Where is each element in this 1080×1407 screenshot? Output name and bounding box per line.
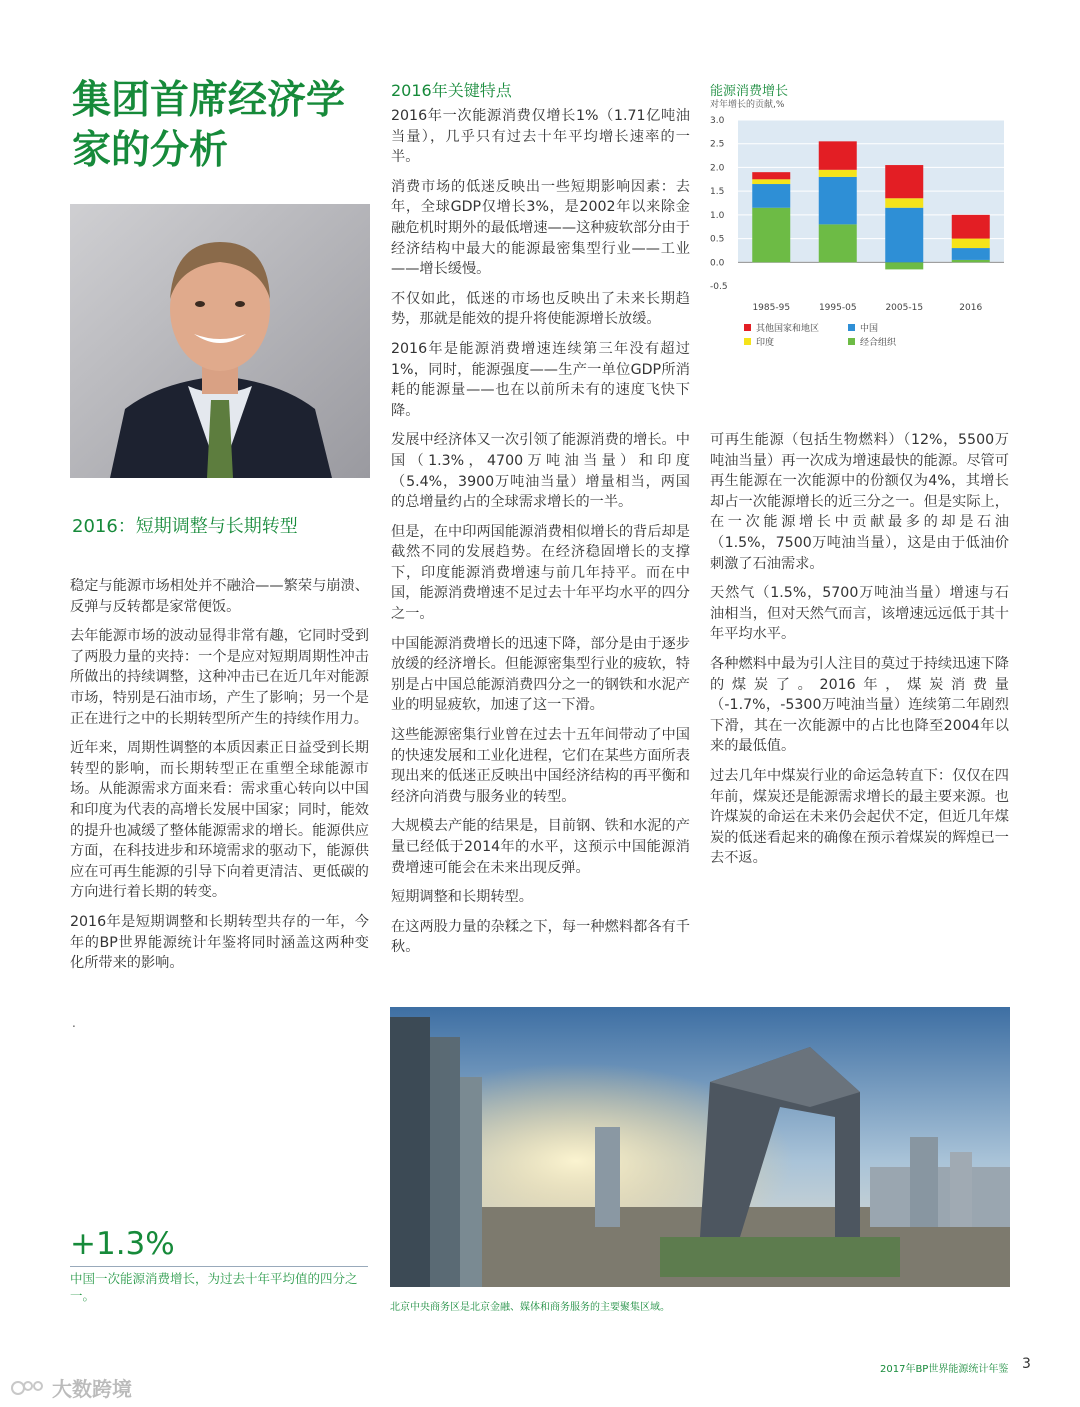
footer-title: 2017年BP世界能源统计年鉴 (880, 1364, 1009, 1375)
stat-description: 中国一次能源消费增长，为过去十年平均值的四分之一。 (70, 1271, 358, 1303)
chart-ytick-label: 1.0 (710, 210, 725, 221)
chart-legend-swatch (848, 324, 855, 331)
mid-paragraph: 这些能源密集行业曾在过去十五年间带动了中国的快速发展和工业化进程，它们在某些方面所表现出来的低迷正反映出中国经济结构的再平衡和经济向消费与服务业的转型。 (391, 727, 690, 805)
chart-bar-segment (952, 215, 990, 239)
chart-bar-segment (752, 184, 790, 208)
chart-ytick-label: 2.5 (710, 139, 725, 150)
mid-paragraph: 不仅如此，低迷的市场也反映出了未来长期趋势，那就是能效的提升将使能源增长放缓。 (391, 290, 690, 328)
chart-bar-segment (752, 179, 790, 184)
mid-paragraph: 2016年一次能源消费仅增长1%（1.71亿吨油当量），几乎只有过去十年平均增长速率的一半。 (391, 108, 690, 166)
left-paragraph: 去年能源市场的波动显得非常有趣，它同时受到了两股力量的夹持：一个是应对短期周期性冲击所做出的持续调整，这种冲击已在近几年对能源市场，特别是石油市场，产生了影响；另一个是正在进行之中的长期转型所产生的持续作用力。 (70, 628, 369, 727)
left-column (70, 576, 369, 983)
chart-title: 能源消费增长 (710, 84, 789, 99)
chart-legend-label: 印度 (756, 338, 775, 348)
chart-bar-segment (885, 208, 923, 263)
mid-paragraph: 中国能源消费增长的迅速下降，部分是由于逐步放缓的经济增长。但能源密集型行业的疲软，特别是占中国总能源消费四分之一的钢铁和水泥产业的明显疲软，加速了这一下滑。 (391, 635, 690, 714)
photo-caption: 北京中央商务区是北京金融、媒体和商务服务的主要聚集区域。 (390, 1302, 670, 1313)
chart-bar-segment (885, 198, 923, 207)
chart-legend-swatch (744, 324, 751, 331)
beijing-cbd-photo (390, 1007, 1010, 1287)
chart-legend-label: 中国 (860, 324, 879, 334)
stat-divider (70, 1266, 368, 1267)
mid-paragraph: 发展中经济体又一次引领了能源消费的增长。中国（1.3%，4700万吨油当量）和印度（5.4%，3900万吨油当量）增量相当，两国的总增量约占的全球需求增长的一半。 (391, 432, 690, 511)
chart-legend-swatch (744, 338, 751, 345)
stat-value: +1.3% (70, 1226, 175, 1262)
left-paragraph: 近年来，周期性调整的本质因素正日益受到长期转型的影响，而长期转型正在重塑全球能源市场。从能源需求方面来看：需求重心转向以中国和印度为代表的高增长发展中国家；同时，能效的提升也减缓了整体能源需求的增长。能源供应方面，在科技进步和环境需求的驱动下，能源供应在可再生能源的引导下向着更清洁、更低碳的方向进行着长期的转变。 (70, 740, 369, 901)
section-heading-mid: 2016年关键特点 (391, 81, 512, 100)
economist-portrait (70, 204, 370, 478)
chart-bar-segment (885, 262, 923, 269)
mid-paragraph: 消费市场的低迷反映出一些短期影响因素：去年，全球GDP仅增长3%，是2002年以来除金融危机时期外的最低增速——这种疲软部分由于经济结构中最大的能源最密集型行业——工业——增长缓慢。 (391, 178, 690, 278)
chart-ytick-label: 1.5 (710, 187, 725, 198)
chart-bar-segment (885, 165, 923, 198)
chart-ytick-label: 0.0 (710, 258, 725, 269)
chart-bar-segment (819, 224, 857, 262)
energy-growth-chart (704, 110, 1014, 360)
chart-bar-segment (952, 239, 990, 248)
right-paragraph: 过去几年中煤炭行业的命运急转直下：仅仅在四年前，煤炭还是能源需求增长的最主要来源。也许煤炭的命运在未来仍会起伏不定，但近几年煤炭的低迷看起来的确像在预示着煤炭的辉煌已一去不返。 (710, 767, 1009, 867)
chart-ytick-label: 2.0 (710, 163, 725, 174)
chart-ytick-label: 3.0 (710, 116, 725, 126)
chart-ytick-label: 0.5 (710, 234, 725, 245)
mid-paragraph: 在这两股力量的杂糅之下，每一种燃料都各有千秋。 (391, 918, 690, 956)
chart-xtick-label: 1985-95 (752, 303, 791, 313)
chart-bar-segment (952, 248, 990, 260)
chart-bar-segment (752, 208, 790, 263)
chart-legend-label: 经合组织 (860, 338, 897, 348)
mid-paragraph: 但是，在中印两国能源消费相似增长的背后却是截然不同的发展趋势。在经济稳固增长的支撑下，印度能源消费增速与前几年持平。而在中国，能源消费增速不足过去十年平均水平的四分之一。 (391, 523, 690, 623)
chart-bar-segment (752, 172, 790, 179)
mid-paragraph: 2016年是能源消费增速连续第三年没有超过1%，同时，能源强度——生产一单位GDP所消耗的能源量——也在以前所未有的速度飞快下降。 (391, 340, 690, 419)
chart-legend-label: 其他国家和地区 (756, 324, 820, 334)
right-column (710, 430, 1009, 878)
chart-legend-swatch (848, 338, 855, 345)
chart-bar-segment (819, 141, 857, 169)
chart-negative-band (738, 262, 1004, 286)
chart-xtick-label: 2016 (959, 303, 983, 313)
chart-bar-segment (819, 177, 857, 224)
section-heading-left: 2016：短期调整与长期转型 (72, 516, 298, 537)
right-paragraph: 天然气（1.5%，5700万吨油当量）增速与石油相当，但对天然气而言，该增速远远低于其十年平均水平。 (710, 585, 1009, 643)
watermark-text: 大数跨境 (52, 1377, 132, 1401)
chart-bar-segment (952, 260, 990, 262)
page-title: 集团首席经济学家的分析 (72, 78, 346, 173)
page-number: 3 (1022, 1356, 1031, 1372)
left-paragraph: 2016年是短期调整和长期转型共存的一年，今年的BP世界能源统计年鉴将同时涵盖这两种变化所带来的影响。 (70, 913, 369, 972)
right-paragraph: 可再生能源（包括生物燃料）（12%，5500万吨油当量）再一次成为增速最快的能源。尽管可再生能源在一次能源中的份额仅为4%，其增长却占一次能源增长的近三分之一。但是实际上，在一次能源增长中贡献最多的却是石油（1.5%，7500万吨油当量），这是由于低油价刺激了石油需求。 (710, 432, 1009, 572)
right-paragraph: 各种燃料中最为引人注目的莫过于持续迅速下降的煤炭了。2016年，煤炭消费量（-1.7%，-5300万吨油当量）连续第二年剧烈下滑，其在一次能源中的占比也降至2004年以来的最低值。 (710, 655, 1009, 755)
middle-column (391, 106, 690, 967)
watermark-icon (10, 1376, 46, 1400)
mid-paragraph: 短期调整和长期转型。 (391, 889, 533, 906)
chart-bar-segment (819, 170, 857, 177)
chart-xtick-label: 1995-05 (818, 303, 857, 313)
chart-ytick-label: -0.5 (710, 282, 728, 292)
mid-paragraph: 大规模去产能的结果是，目前钢、铁和水泥的产量已经低于2014年的水平，这预示中国能源消费增速可能会在未来出现反弹。 (391, 818, 690, 876)
chart-subtitle: 对年增长的贡献,% (710, 100, 785, 110)
chart-xtick-label: 2005-15 (885, 303, 924, 313)
stray-dot: . (72, 1016, 76, 1030)
left-paragraph: 稳定与能源市场相处并不融洽——繁荣与崩溃、反弹与反转都是家常便饭。 (70, 578, 369, 615)
